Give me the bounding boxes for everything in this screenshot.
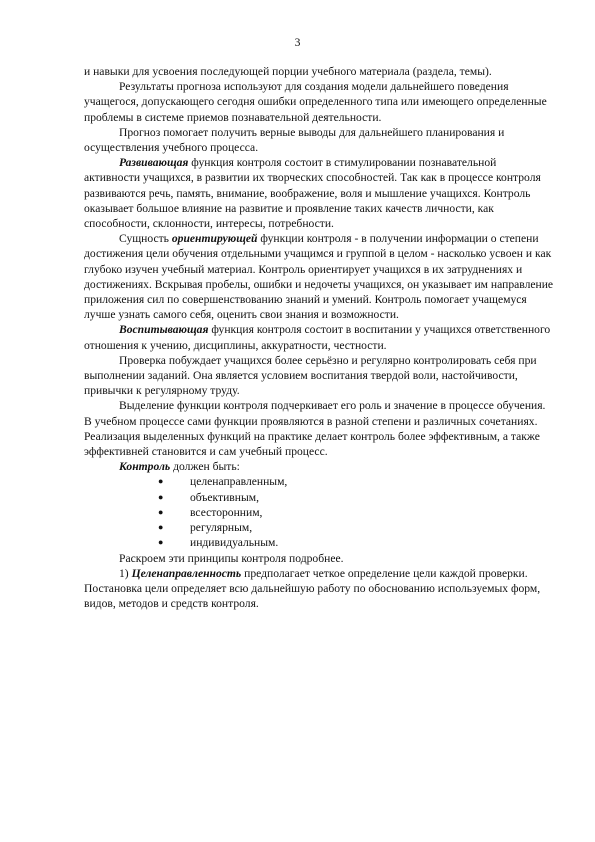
paragraph-text: функция контроля состоит в стимулировании познавательной активности учащихся, в развитии их творческих способностей. Так как в процессе контроля развиваются речь, память, внимание, воображение, воля и мышление учащихся. Контроль оказывает большое влияние на развитие и проявление таких качеств личности, как способности, склонности, интересы, потребности. <box>84 156 541 231</box>
term-purposefulness: Целенаправленность <box>131 566 242 580</box>
paragraph-principles-intro <box>84 551 554 566</box>
list-item <box>84 520 554 535</box>
paragraph-functions-role <box>84 398 554 459</box>
list-item-text: регулярным, <box>190 521 253 535</box>
paragraph-developing-function <box>84 155 554 231</box>
list-item <box>84 535 554 550</box>
bullet-icon: ● <box>158 476 164 487</box>
paragraph-text: функции контроля - в получении информации о степени достижения цели обучения отдельными учащимся и группой в целом - насколько усвоен и как глубоко изучен учебный материал. Контроль ориентирует учащихся в их затруднениях и достижениях. Вскрывая пробелы, ошибки и недочеты учащихся, он указывает им направление приложения сил по совершенствованию знаний и умений. Контроль помогает учащемуся лучше узнать самого себя, оценить свои знания и возможности. <box>84 232 554 322</box>
paragraph-text: Проверка побуждает учащихся более серьёзно и регулярно контролировать себя при выполнении заданий. Она является условием воспитания твердой воли, настойчивости, привычки к регулярному труду. <box>84 353 537 398</box>
list-item-text: индивидуальным. <box>190 536 279 550</box>
paragraph-forecast-help <box>84 125 554 155</box>
paragraph-text: функция контроля состоит в воспитании у учащихся ответственного отношения к учению, дисциплины, аккуратности, честности. <box>84 323 551 352</box>
paragraph-lead: Сущность <box>119 232 172 246</box>
paragraph-text: Прогноз помогает получить верные выводы для дальнейшего планирования и осуществления учебного процесса. <box>84 125 505 155</box>
term-developing: Развивающая <box>119 156 189 170</box>
list-item <box>84 474 554 489</box>
paragraph-lead: 1) <box>119 566 132 580</box>
list-item <box>84 505 554 520</box>
bullet-icon: ● <box>158 506 164 517</box>
paragraph-text: предполагает четкое определение цели каждой проверки. Постановка цели определяет всю дальнейшую работу по обоснованию используемых форм, видов, методов и средств контроля. <box>84 566 541 611</box>
list-item <box>84 490 554 505</box>
bullet-icon: ● <box>158 537 164 548</box>
term-orienting: ориентирующей <box>171 232 258 246</box>
paragraph-checking <box>84 353 554 399</box>
body-text <box>84 64 554 611</box>
bullet-icon: ● <box>158 491 164 502</box>
paragraph-orienting-function <box>84 231 554 322</box>
paragraph-continuation <box>84 64 554 79</box>
paragraph-purposefulness <box>84 566 554 612</box>
term-educating: Воспитывающая <box>119 323 209 337</box>
paragraph-educating-function <box>84 322 554 352</box>
paragraph-forecast-results <box>84 79 554 125</box>
paragraph-text: должен быть: <box>170 460 240 474</box>
paragraph-control-must-be <box>84 459 554 474</box>
bullet-icon: ● <box>158 522 164 533</box>
principles-list <box>84 474 554 550</box>
list-item-text: всесторонним, <box>190 505 263 519</box>
list-item-text: целенаправленным, <box>190 475 288 489</box>
paragraph-text: Раскроем эти принципы контроля подробнее. <box>119 551 344 565</box>
list-item-text: объективным, <box>190 490 260 504</box>
paragraph-text: и навыки для усвоения последующей порции учебного материала (раздела, темы). <box>84 65 492 78</box>
page-number: 3 <box>294 36 301 49</box>
paragraph-text: Результаты прогноза используют для создания модели дальнейшего поведения учащегося, допускающего сегодня ошибки определенного типа или имеющего определенные проблемы в системе приемов познавательной деятельности. <box>84 80 547 124</box>
paragraph-text: Выделение функции контроля подчеркивает его роль и значение в процессе обучения. В учебном процессе сами функции проявляются в разной степени и различных сочетаниях. Реализация выделенных функций на практике делает контроль более эффективным, а также эффективней становится и сам учебный процесс. <box>84 399 546 459</box>
term-control: Контроль <box>119 460 171 474</box>
